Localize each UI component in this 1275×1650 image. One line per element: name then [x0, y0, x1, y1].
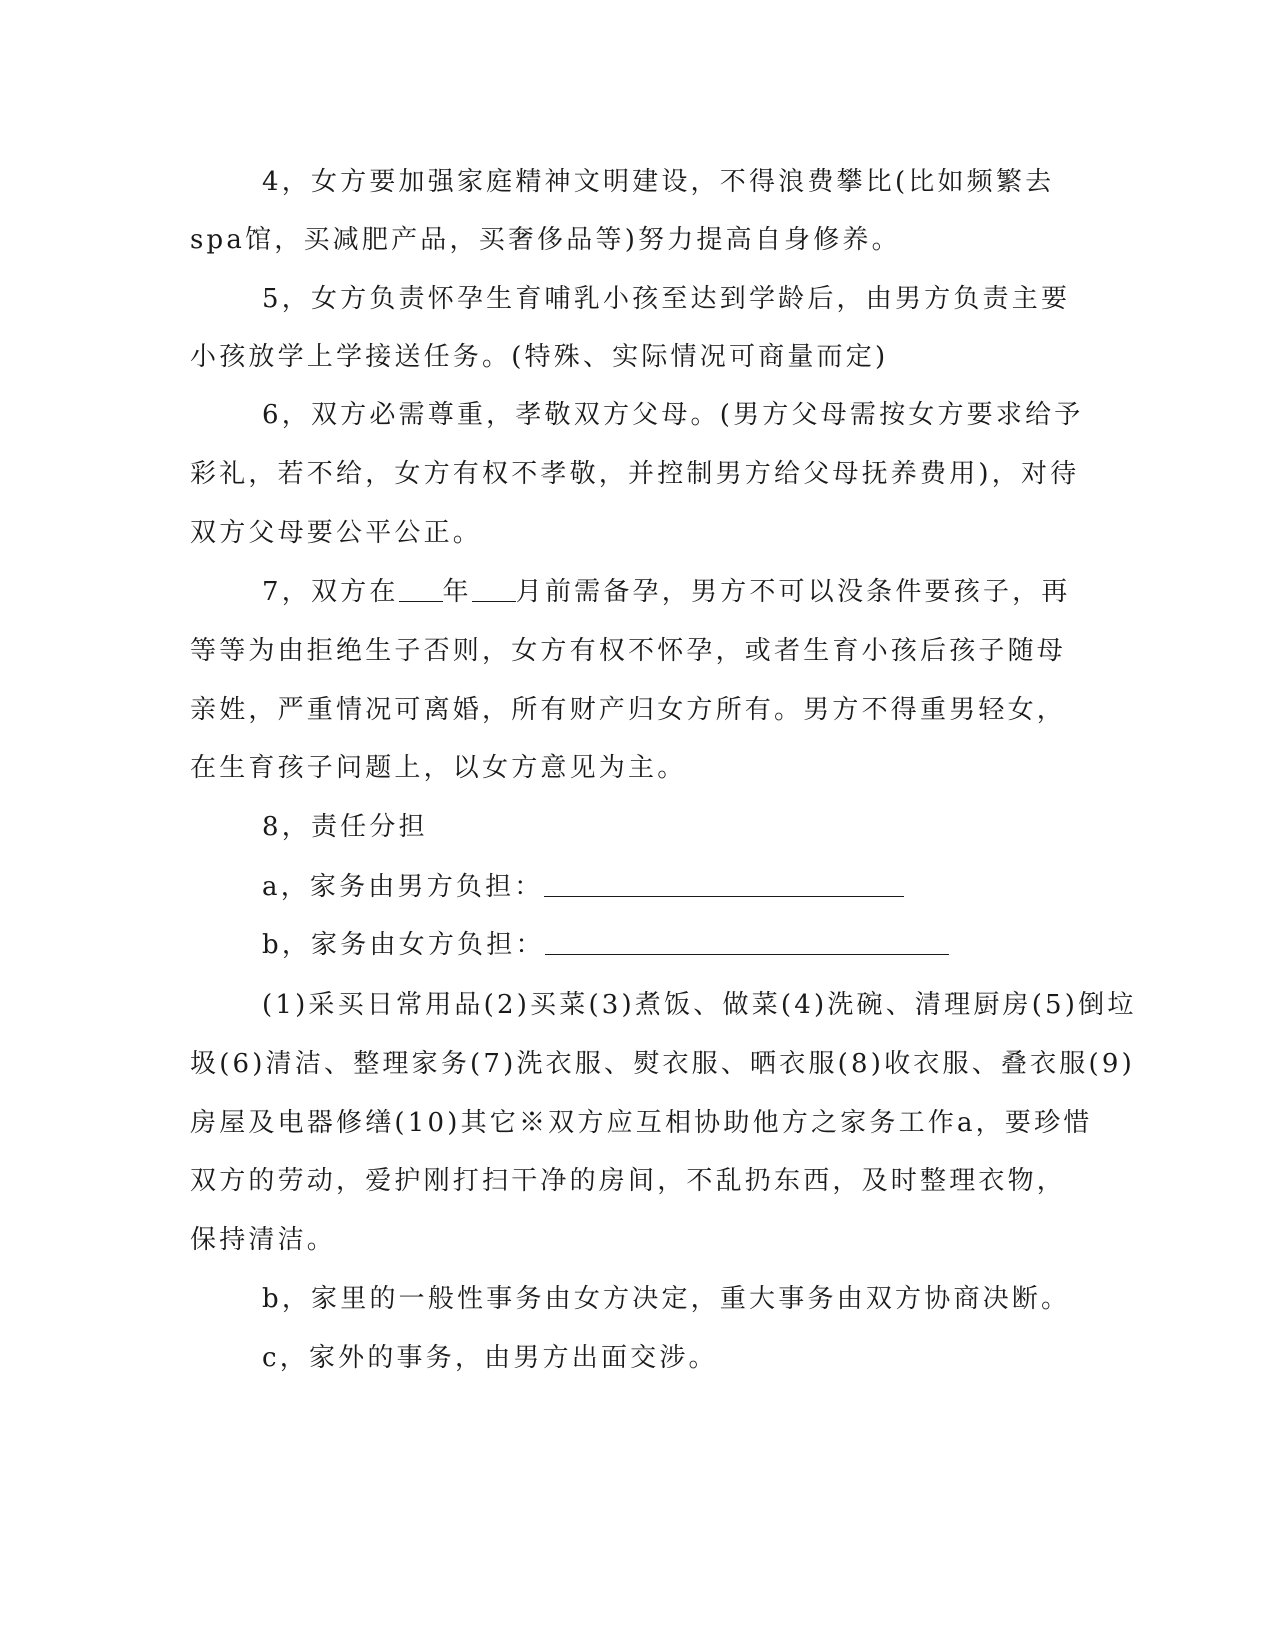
clause-8b-label: b，家务由女方负担：	[262, 930, 545, 960]
chores-list-line-2: 圾(6)清洁、整理家务(7)洗衣服、熨衣服、晒衣服(8)收衣服、叠衣服(9)	[190, 1049, 1135, 1079]
clause-7-prefix: 7，双方在	[262, 577, 399, 607]
clause-7-line-1	[262, 577, 1071, 607]
clause-8a-label: a，家务由男方负担：	[262, 872, 544, 902]
clause-c-line: c，家外的事务，由男方出面交涉。	[262, 1343, 718, 1373]
clause-6-line-2: 彩礼，若不给，女方有权不孝敬，并控制男方给父母抚养费用)，对待	[190, 459, 1080, 489]
year-label: 年	[442, 577, 472, 607]
month-blank	[472, 577, 516, 602]
chores-list-line-3: 房屋及电器修缮(10)其它※双方应互相协助他方之家务工作a，要珍惜	[190, 1108, 1093, 1138]
clause-8-heading: 8，责任分担	[262, 812, 428, 842]
clause-6-line-1: 6，双方必需尊重，孝敬双方父母。(男方父母需按女方要求给予	[262, 400, 1084, 430]
year-blank	[399, 577, 443, 602]
clause-4-line-2: spa馆，买减肥产品，买奢侈品等)努力提高自身修养。	[190, 225, 901, 255]
female-chores-blank	[545, 930, 949, 955]
chores-list-line-5: 保持清洁。	[190, 1225, 337, 1255]
clause-5-line-1: 5，女方负责怀孕生育哺乳小孩至达到学龄后，由男方负责主要	[262, 284, 1071, 314]
chores-list-line-4: 双方的劳动，爱护刚打扫干净的房间，不乱扔东西，及时整理衣物，	[190, 1166, 1067, 1196]
clause-7-line-3: 亲姓，严重情况可离婚，所有财产归女方所有。男方不得重男轻女，	[190, 695, 1067, 725]
clause-b-line: b，家里的一般性事务由女方决定，重大事务由双方协商决断。	[262, 1284, 1071, 1314]
male-chores-blank	[544, 872, 904, 897]
clause-6-line-3: 双方父母要公平公正。	[190, 518, 483, 548]
clause-7-line-2: 等等为由拒绝生子否则，女方有权不怀孕，或者生育小孩后孩子随母	[190, 636, 1067, 666]
clause-8b-line	[262, 930, 949, 960]
clause-7-line-4: 在生育孩子问题上，以女方意见为主。	[190, 753, 687, 783]
clause-5-line-2: 小孩放学上学接送任务。(特殊、实际情况可商量而定)	[190, 342, 889, 372]
clause-7-rest: 月前需备孕，男方不可以没条件要孩子，再	[515, 577, 1071, 607]
clause-8a-line	[262, 872, 904, 902]
clause-4-line-1: 4，女方要加强家庭精神文明建设，不得浪费攀比(比如频繁去	[262, 167, 1055, 197]
chores-list-line-1: (1)采买日常用品(2)买菜(3)煮饭、做菜(4)洗碗、清理厨房(5)倒垃	[262, 990, 1137, 1020]
